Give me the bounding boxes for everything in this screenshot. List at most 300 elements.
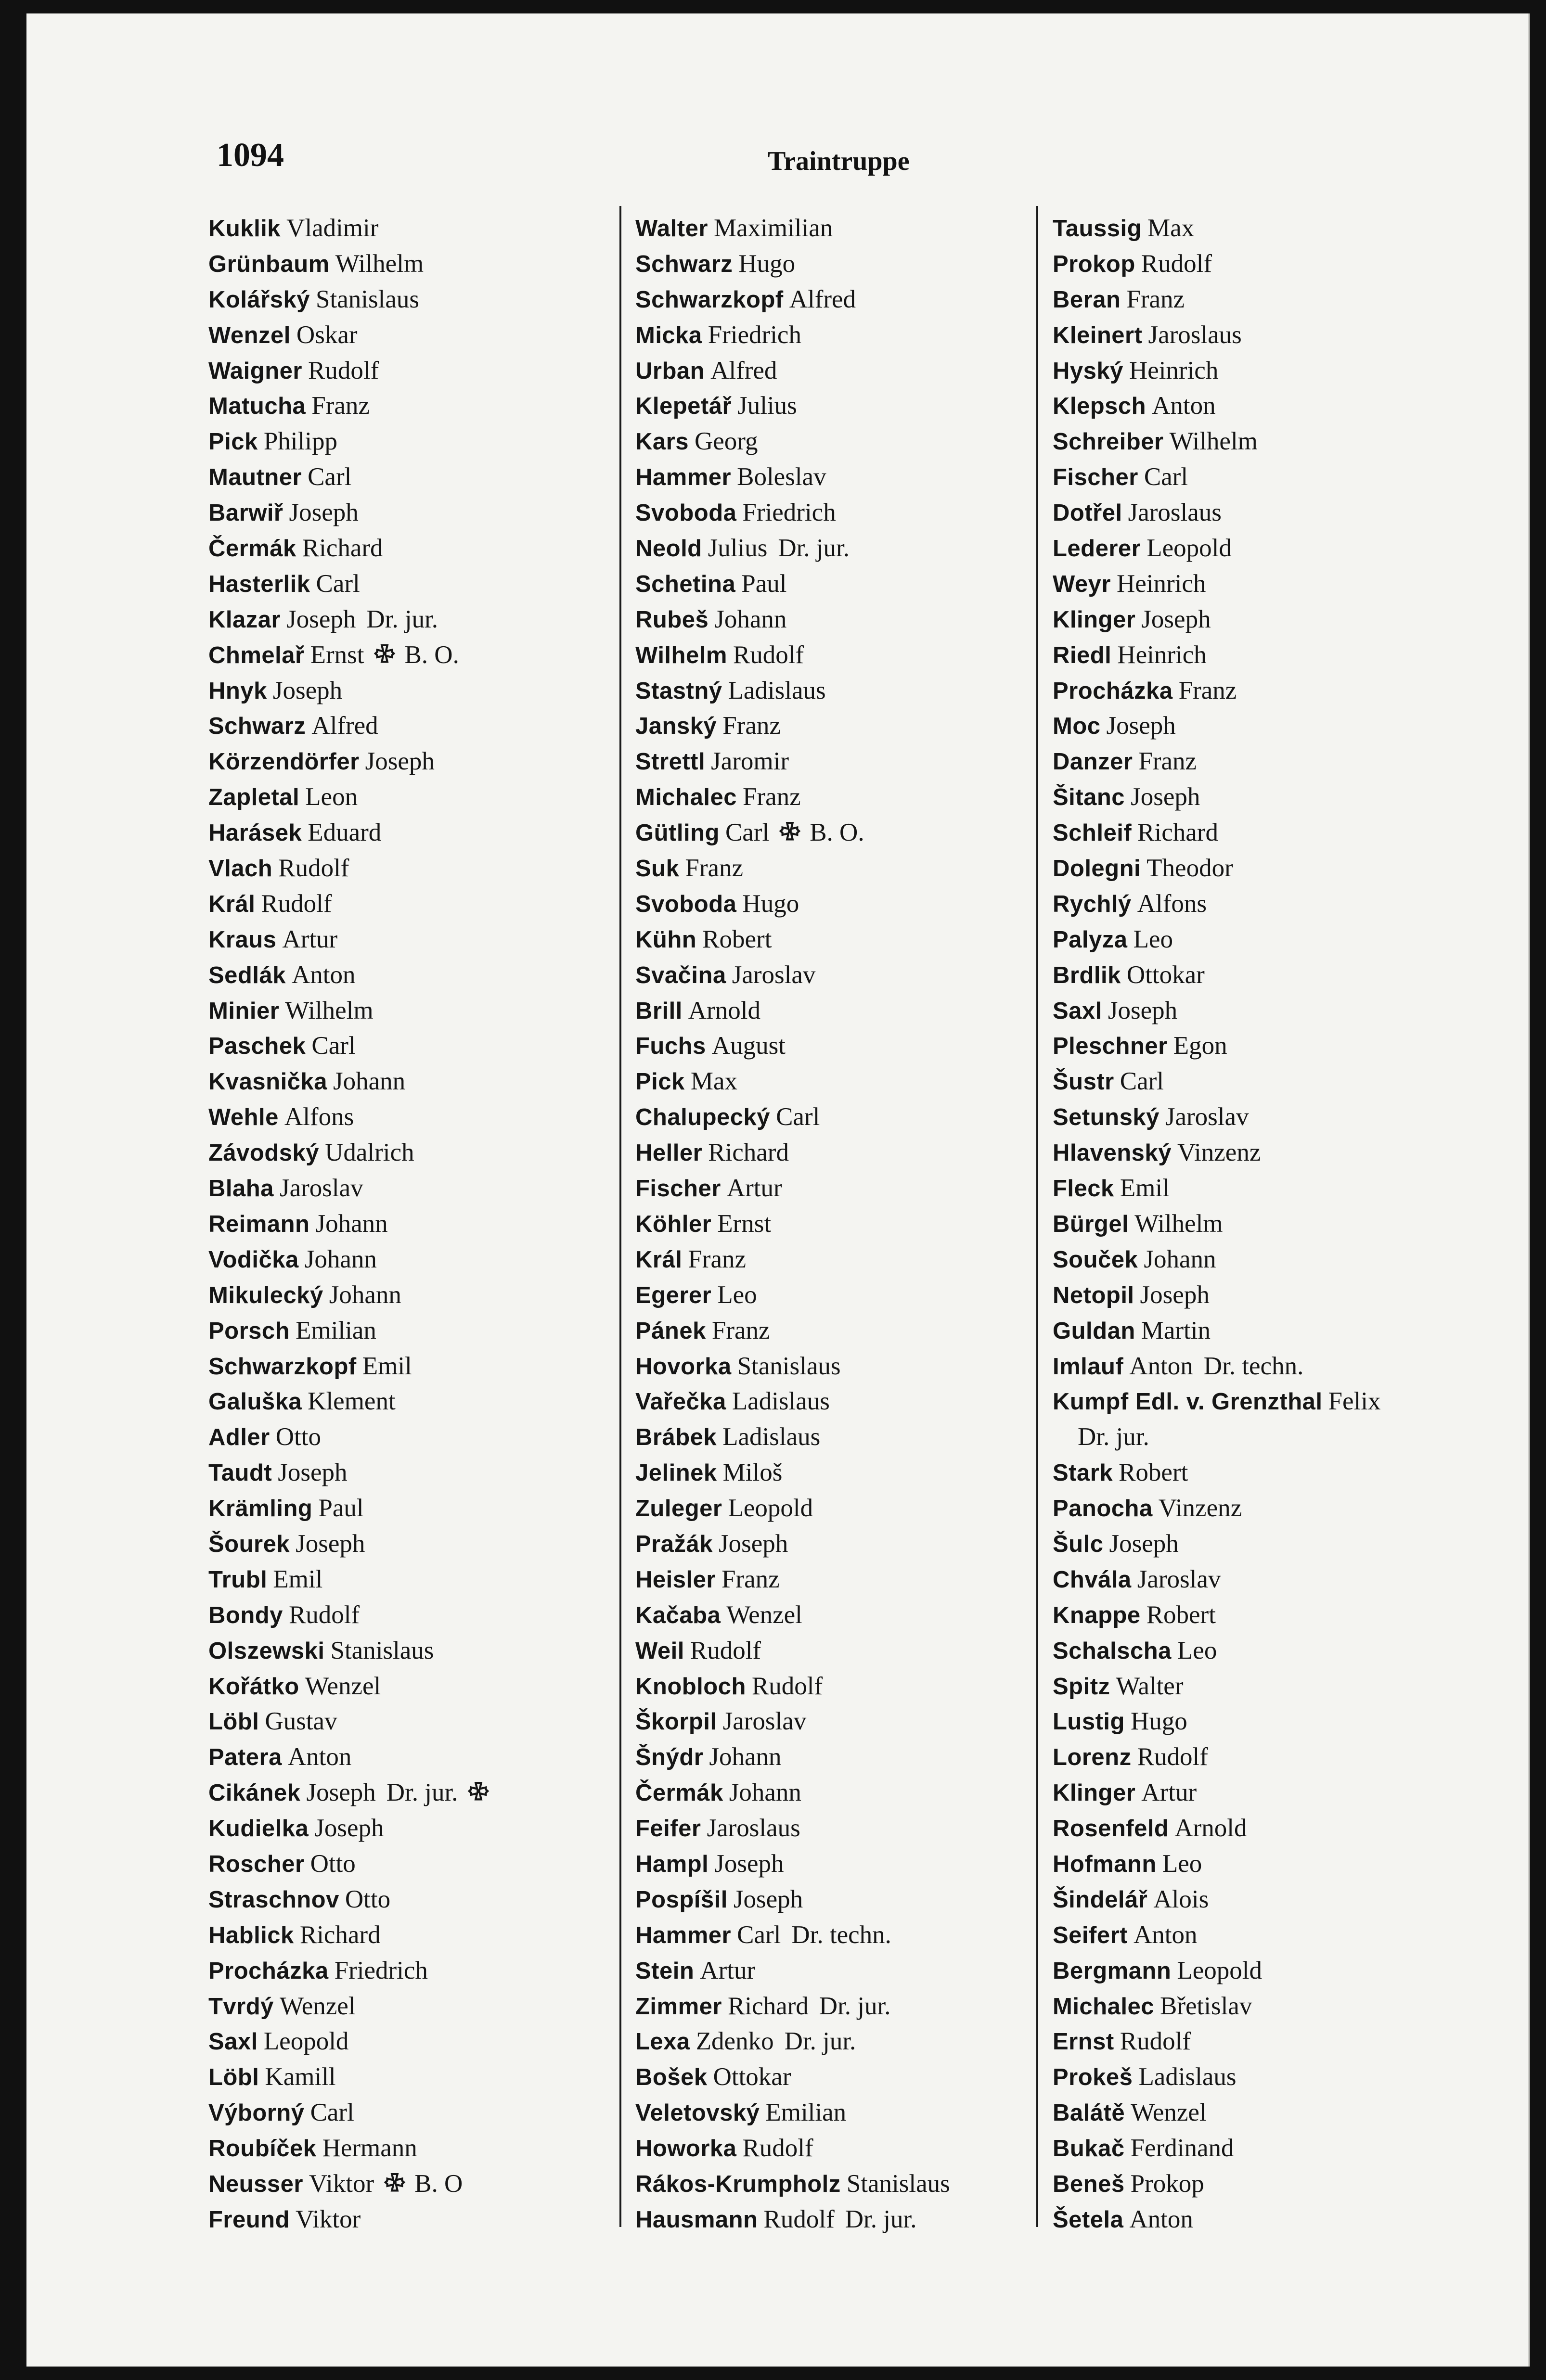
- given-name: Hugo: [738, 249, 796, 278]
- surname: Vařečka: [635, 1389, 726, 1415]
- surname: Barwiř: [208, 500, 283, 526]
- given-name: Alfred: [789, 285, 856, 313]
- given-name: Carl: [737, 1920, 781, 1949]
- name-entry: [1053, 1740, 1380, 1775]
- surname: Vlach: [208, 856, 273, 882]
- given-name: Joseph: [365, 747, 435, 776]
- given-name: Rudolf: [308, 356, 379, 384]
- running-title: Traintruppe: [768, 146, 910, 176]
- given-name: Vinzenz: [1177, 1139, 1261, 1167]
- given-name: Johann: [1144, 1245, 1216, 1273]
- given-name: Joseph: [306, 1779, 376, 1807]
- surname: Rákos-Krumpholz: [635, 2171, 841, 2197]
- name-entry: [208, 638, 490, 673]
- surname: Svoboda: [635, 500, 737, 526]
- given-name: Anton: [1129, 1352, 1193, 1380]
- surname: Blaha: [208, 1176, 274, 1202]
- name-entry: [635, 1598, 950, 1633]
- surname: Hammer: [635, 464, 732, 491]
- name-entry: [208, 993, 490, 1029]
- surname: Kořátko: [208, 1673, 299, 1700]
- given-name: Martin: [1141, 1316, 1211, 1344]
- given-name: Alfred: [710, 356, 777, 384]
- given-name: Jaroslaus: [1148, 320, 1242, 349]
- name-entry: [635, 1420, 950, 1455]
- surname: Körzendörfer: [208, 749, 360, 775]
- name-entry: [635, 211, 950, 246]
- surname: Saxl: [1053, 998, 1102, 1024]
- given-name: Wenzel: [726, 1600, 802, 1629]
- name-entry: [635, 1349, 950, 1384]
- surname: Guldan: [1053, 1318, 1135, 1344]
- given-name: Kamill: [265, 2063, 336, 2091]
- surname: Paschek: [208, 1033, 306, 1060]
- name-entry: [1053, 2095, 1380, 2131]
- surname: Šetela: [1053, 2206, 1124, 2233]
- name-entry: [208, 886, 490, 922]
- name-entry: [208, 1775, 490, 1811]
- name-entry: [635, 531, 950, 566]
- academic-title: Dr. techn.: [791, 1920, 891, 1949]
- name-entry: [1053, 1384, 1380, 1420]
- surname: Janský: [635, 713, 717, 740]
- surname: Weil: [635, 1638, 684, 1664]
- given-name: Johann: [714, 605, 787, 633]
- given-name: Leopold: [1147, 534, 1232, 563]
- surname: Stark: [1053, 1460, 1113, 1486]
- name-entry: [1053, 886, 1380, 922]
- surname: Fischer: [1053, 464, 1138, 491]
- name-entry: [635, 1953, 950, 1989]
- given-name: Carl: [1144, 463, 1188, 491]
- surname: Tvrdý: [208, 1993, 274, 2020]
- surname: Hausmann: [635, 2206, 758, 2233]
- name-entry: [208, 1598, 490, 1633]
- surname: Schwarzkopf: [635, 286, 784, 313]
- given-name: Walter: [1116, 1672, 1184, 1700]
- surname: Vodička: [208, 1246, 299, 1273]
- given-name: Artur: [1141, 1779, 1197, 1807]
- given-name: Johann: [333, 1067, 406, 1096]
- given-name: Franz: [711, 1316, 770, 1344]
- surname: Stein: [635, 1958, 695, 1984]
- name-entry: [635, 1811, 950, 1846]
- surname: Lustig: [1053, 1709, 1125, 1735]
- surname: Kühn: [635, 926, 697, 953]
- given-name: Joseph: [289, 499, 359, 527]
- name-entry: [1053, 1598, 1380, 1633]
- name-entry: [635, 318, 950, 353]
- surname: Palyza: [1053, 926, 1128, 953]
- given-name: Rudolf: [1137, 1743, 1208, 1771]
- name-entry: [635, 1669, 950, 1704]
- given-name: Alfons: [284, 1103, 354, 1131]
- name-entry: [208, 744, 490, 780]
- surname: Suk: [635, 856, 680, 882]
- name-entry: [1053, 460, 1380, 495]
- name-entry: [208, 1953, 490, 1989]
- name-entry: [635, 922, 950, 958]
- given-name: Arnold: [688, 996, 760, 1024]
- name-entry: [208, 282, 490, 318]
- surname: Zimmer: [635, 1993, 722, 2020]
- name-entry: [1053, 531, 1380, 566]
- given-name: Richard: [1137, 819, 1218, 847]
- given-name: Maximilian: [713, 214, 833, 242]
- surname: Lexa: [635, 2029, 690, 2055]
- given-name: Franz: [721, 1565, 780, 1593]
- given-name: Richard: [728, 1992, 809, 2020]
- order-abbreviation: B. O.: [810, 819, 864, 847]
- name-entry: [1053, 2060, 1380, 2095]
- given-name: Leo: [1177, 1636, 1217, 1664]
- name-entry: [1053, 1171, 1380, 1206]
- given-name: Heinrich: [1116, 569, 1206, 598]
- surname: Strettl: [635, 749, 706, 775]
- surname: Cikánek: [208, 1780, 301, 1806]
- given-name: Philipp: [263, 427, 337, 456]
- surname: Hampl: [635, 1851, 709, 1877]
- given-name: Rudolf: [733, 640, 804, 669]
- given-name: Carl: [725, 819, 770, 847]
- surname: Chalupecký: [635, 1104, 771, 1131]
- surname: Michalec: [1053, 1993, 1154, 2020]
- name-entry: [208, 495, 490, 531]
- given-name: Arnold: [1174, 1814, 1247, 1843]
- given-name: Jaroslav: [279, 1174, 363, 1203]
- name-entry: [635, 1064, 950, 1100]
- name-entry: [1053, 2024, 1380, 2060]
- given-name: Theodor: [1147, 854, 1233, 883]
- given-name: Alfons: [1137, 889, 1207, 918]
- given-name: Anton: [1129, 2205, 1193, 2233]
- given-name: Rudolf: [288, 1600, 360, 1629]
- given-name: Wenzel: [279, 1992, 356, 2020]
- given-name: Carl: [311, 1032, 356, 1060]
- given-name: Rudolf: [261, 889, 332, 918]
- name-entry: [635, 1206, 950, 1242]
- given-name: Paul: [318, 1494, 364, 1523]
- name-entry: [1053, 211, 1380, 246]
- name-entry: [635, 851, 950, 886]
- academic-title: Dr. jur.: [386, 1779, 458, 1807]
- order-abbreviation: B. O: [414, 2169, 463, 2198]
- name-entry: [1053, 993, 1380, 1029]
- academic-title: Dr. techn.: [1203, 1352, 1304, 1380]
- name-entry: [635, 1704, 950, 1740]
- military-cross-icon: [384, 2173, 406, 2195]
- surname: Panocha: [1053, 1496, 1153, 1522]
- surname: Šitanc: [1053, 784, 1125, 811]
- surname: Walter: [635, 216, 708, 242]
- surname: Pánek: [635, 1318, 706, 1344]
- surname: Klepetář: [635, 393, 732, 420]
- given-name: Otto: [310, 1849, 356, 1878]
- column-divider: [619, 206, 621, 2227]
- given-name: Wilhelm: [1169, 427, 1258, 456]
- given-name: Jaroslav: [1137, 1565, 1221, 1593]
- name-entry: [208, 1704, 490, 1740]
- name-entry: [208, 1313, 490, 1349]
- surname: Schwarz: [208, 713, 306, 740]
- given-name: Rudolf: [742, 2134, 813, 2162]
- given-name: Hugo: [742, 889, 799, 918]
- surname: Urban: [635, 358, 705, 384]
- name-entry: [208, 815, 490, 851]
- name-entry: [635, 1384, 950, 1420]
- given-name: Robert: [1119, 1459, 1188, 1487]
- given-name: Ladislaus: [1138, 2063, 1237, 2091]
- surname: Kudielka: [208, 1816, 309, 1842]
- surname: Spitz: [1053, 1673, 1110, 1700]
- given-name: Ernst: [310, 640, 364, 669]
- given-name: Carl: [310, 2098, 354, 2127]
- surname: Beneš: [1053, 2171, 1125, 2197]
- given-name: Boleslav: [737, 463, 826, 491]
- given-name: Leopold: [263, 2027, 349, 2056]
- name-entry: [1053, 1918, 1380, 1953]
- surname: Fischer: [635, 1176, 721, 1202]
- name-entry: [1053, 1989, 1380, 2024]
- name-entry: [208, 673, 490, 709]
- name-entry: [208, 1135, 490, 1171]
- given-name: Franz: [1138, 747, 1197, 776]
- given-name: Ladislaus: [732, 1387, 830, 1416]
- name-entry: [208, 708, 490, 744]
- name-entry: [208, 1206, 490, 1242]
- given-name: Klement: [308, 1387, 396, 1416]
- name-entry: [635, 460, 950, 495]
- name-entry: [635, 1100, 950, 1135]
- name-entry: [635, 495, 950, 531]
- surname: Stastný: [635, 678, 722, 704]
- academic-title: Dr. jur.: [366, 605, 438, 633]
- given-name: Vladimir: [286, 214, 379, 242]
- given-name: Rudolf: [278, 854, 349, 883]
- given-name: Anton: [1134, 1920, 1198, 1949]
- name-entry: [1053, 353, 1380, 389]
- given-name: Emil: [1120, 1174, 1170, 1203]
- surname: Schetina: [635, 571, 736, 597]
- surname: Mautner: [208, 464, 302, 491]
- name-entry: [1053, 1206, 1380, 1242]
- given-name: Johann: [329, 1280, 401, 1309]
- given-name: Felix: [1328, 1387, 1381, 1416]
- surname: Kraus: [208, 926, 277, 953]
- given-name: Leopold: [1177, 1956, 1262, 1984]
- name-entry: [1053, 1278, 1380, 1313]
- given-name: Friedrich: [708, 320, 801, 349]
- surname: Minier: [208, 998, 280, 1024]
- surname: Brill: [635, 998, 683, 1024]
- page-number: 1094: [217, 137, 284, 174]
- surname: Veletovský: [635, 2100, 760, 2126]
- name-entry: [208, 922, 490, 958]
- name-entry: [208, 2024, 490, 2060]
- surname: Prokeš: [1053, 2064, 1133, 2091]
- given-name: Ottokar: [713, 2063, 791, 2091]
- name-entry: [1053, 1704, 1380, 1740]
- surname: Svoboda: [635, 891, 737, 917]
- surname: Kačaba: [635, 1602, 721, 1628]
- name-entry: [635, 708, 950, 744]
- name-entry: [1053, 318, 1380, 353]
- name-entry: [635, 1989, 950, 2024]
- surname: Roubíček: [208, 2136, 317, 2162]
- surname: Pick: [635, 1069, 685, 1095]
- surname: Kuklik: [208, 216, 281, 242]
- given-name: Joseph: [296, 1529, 365, 1558]
- name-column-2: [635, 211, 950, 2238]
- given-name: Carl: [1120, 1067, 1164, 1096]
- academic-title: Dr. jur.: [819, 1992, 891, 2020]
- name-entry: [635, 424, 950, 460]
- given-name: Jaroslav: [1165, 1103, 1249, 1131]
- surname: Bergmann: [1053, 1958, 1172, 1984]
- name-column-1: [208, 211, 490, 2238]
- name-entry: [208, 246, 490, 282]
- given-name: Robert: [1146, 1600, 1216, 1629]
- name-entry: [1053, 1775, 1380, 1811]
- column-divider: [1036, 206, 1038, 2227]
- name-entry: [635, 1526, 950, 1562]
- surname: Souček: [1053, 1246, 1138, 1273]
- name-entry: [208, 1562, 490, 1598]
- name-entry: [1053, 673, 1380, 709]
- given-name: Eduard: [308, 819, 382, 847]
- surname: Klepsch: [1053, 393, 1147, 420]
- given-name: Leon: [305, 783, 358, 811]
- name-entry: [1053, 1526, 1380, 1562]
- surname: Prokop: [1053, 251, 1135, 277]
- surname: Čermák: [635, 1780, 723, 1806]
- surname: Lorenz: [1053, 1744, 1132, 1771]
- given-name: Stanislaus: [846, 2169, 950, 2198]
- surname: Freund: [208, 2206, 290, 2233]
- name-entry: [208, 318, 490, 353]
- name-entry: [1053, 922, 1380, 958]
- given-name: Julius: [737, 392, 797, 420]
- name-entry: [635, 1135, 950, 1171]
- name-entry: [1053, 2202, 1380, 2238]
- surname: Výborný: [208, 2100, 305, 2126]
- surname: Bukač: [1053, 2136, 1125, 2162]
- surname: Hovorka: [635, 1353, 732, 1380]
- name-entry: [1053, 1313, 1380, 1349]
- surname: Pick: [208, 429, 258, 455]
- surname: Hofmann: [1053, 1851, 1157, 1877]
- name-entry: [1053, 2131, 1380, 2166]
- name-entry: [635, 2060, 950, 2095]
- surname: Klinger: [1053, 606, 1136, 633]
- name-entry: [635, 993, 950, 1029]
- name-entry: [635, 246, 950, 282]
- given-name: Rudolf: [751, 1672, 823, 1700]
- surname: Porsch: [208, 1318, 290, 1344]
- name-entry: [635, 1775, 950, 1811]
- name-entry: [635, 2166, 950, 2202]
- surname: Howorka: [635, 2136, 737, 2162]
- name-entry: [208, 531, 490, 566]
- given-name: Joseph: [314, 1814, 384, 1843]
- given-name: Rudolf: [690, 1636, 761, 1664]
- given-name: Julius: [708, 534, 768, 563]
- given-name: Miloš: [722, 1459, 783, 1487]
- name-entry: [635, 2024, 950, 2060]
- academic-title: Dr. jur.: [778, 534, 850, 563]
- surname: Zuleger: [635, 1496, 722, 1522]
- given-name: Max: [1147, 214, 1195, 242]
- name-entry: [208, 460, 490, 495]
- surname: Brdlik: [1053, 962, 1121, 988]
- surname: Šustr: [1053, 1069, 1114, 1095]
- surname: Bondy: [208, 1602, 283, 1628]
- given-name: Franz: [742, 783, 801, 811]
- name-entry: [208, 2095, 490, 2131]
- given-name: Jaroslaus: [707, 1814, 800, 1843]
- surname: Knobloch: [635, 1673, 746, 1700]
- given-name: Franz: [311, 392, 370, 420]
- name-entry: [635, 1455, 950, 1491]
- order-abbreviation: B. O.: [404, 640, 459, 669]
- surname: Olszewski: [208, 1638, 325, 1664]
- surname: Kars: [635, 429, 689, 455]
- name-entry: [1053, 1349, 1380, 1384]
- surname: Löbl: [208, 2064, 259, 2091]
- given-name: Joseph: [1108, 996, 1178, 1024]
- name-entry: [1053, 815, 1380, 851]
- name-entry: [1053, 780, 1380, 815]
- given-name: Paul: [741, 569, 787, 598]
- given-name: Stanislaus: [330, 1636, 434, 1664]
- name-entry: [635, 1918, 950, 1953]
- name-entry: [635, 886, 950, 922]
- name-entry: [208, 1740, 490, 1775]
- surname: Netopil: [1053, 1282, 1134, 1308]
- surname: Michalec: [635, 784, 737, 811]
- given-name: Richard: [299, 1920, 381, 1949]
- entry-continuation: Dr. jur.: [1078, 1423, 1149, 1451]
- given-name: Anton: [291, 960, 356, 989]
- name-entry: [208, 566, 490, 602]
- given-name: Joseph: [286, 605, 356, 633]
- given-name: Franz: [1178, 676, 1237, 704]
- name-entry: [1053, 1491, 1380, 1526]
- surname: Lederer: [1053, 536, 1141, 562]
- name-entry: [208, 602, 490, 638]
- name-entry: [1053, 2166, 1380, 2202]
- name-entry: [1053, 744, 1380, 780]
- given-name: Otto: [345, 1885, 391, 1913]
- name-entry: [208, 1028, 490, 1064]
- name-entry: [208, 958, 490, 993]
- surname: Bošek: [635, 2064, 708, 2091]
- given-name: Udalrich: [325, 1139, 414, 1167]
- name-entry: [1053, 638, 1380, 673]
- given-name: Carl: [308, 463, 352, 491]
- surname: Harásek: [208, 820, 302, 846]
- given-name: Anton: [287, 1743, 352, 1771]
- surname: Škorpil: [635, 1709, 717, 1735]
- book-page: [26, 13, 1530, 2367]
- name-entry: [635, 1846, 950, 1882]
- name-entry: [1053, 282, 1380, 318]
- academic-title: Dr. jur.: [845, 2205, 917, 2233]
- surname: Procházka: [1053, 678, 1173, 704]
- name-entry: [208, 1100, 490, 1135]
- name-entry: [1053, 1455, 1380, 1491]
- surname: Kumpf Edl. v. Grenzthal: [1053, 1389, 1323, 1415]
